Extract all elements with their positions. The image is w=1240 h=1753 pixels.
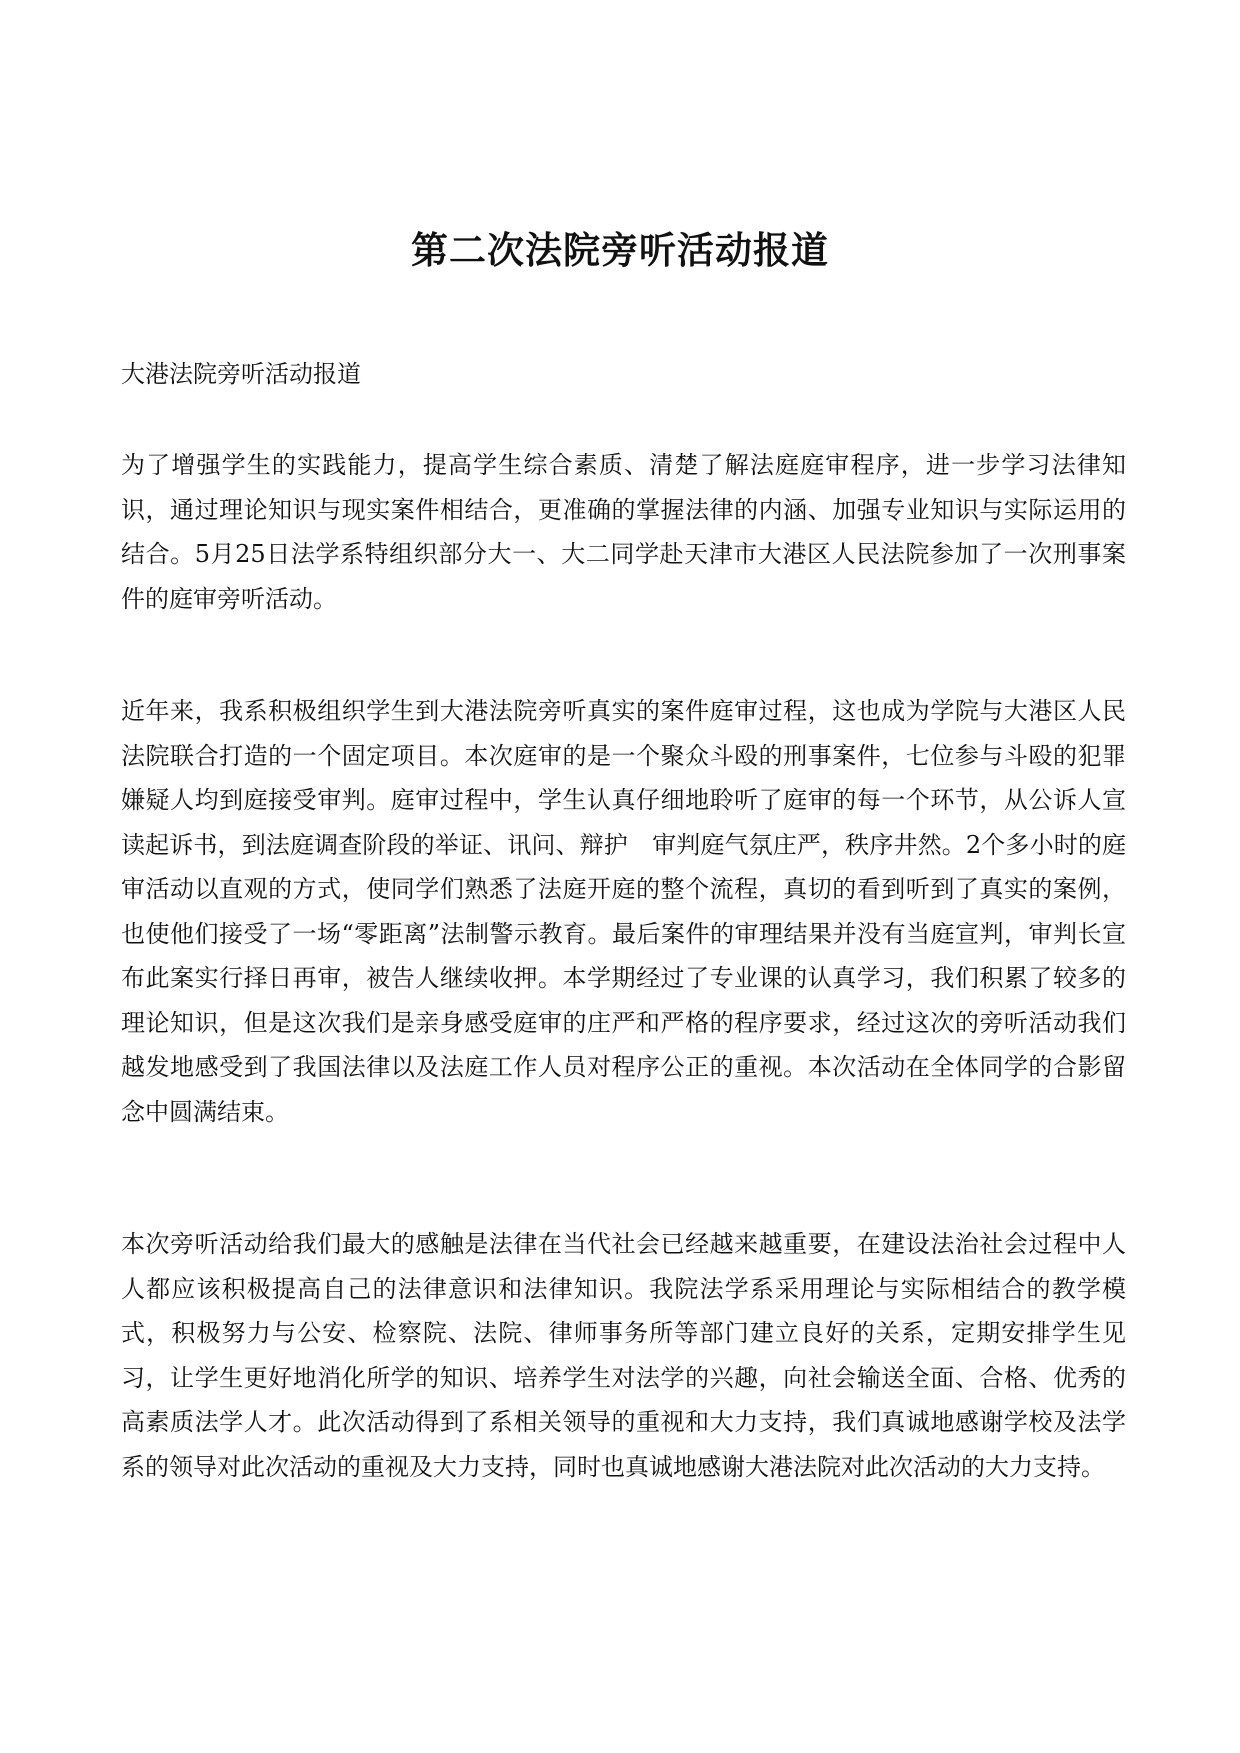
paragraph-intro: 为了增强学生的实践能力，提高学生综合素质、清楚了解法庭庭审程序，进一步学习法律知识，通过理论知识与现实案件相结合，更准确的掌握法律的内涵、加强专业知识与实际运用的结合。5月25日法学系特组织部分大一、大二同学赴天津市大港区人民法院参加了一次刑事案件的庭审旁听活动。 (121, 451, 1126, 613)
paragraph-reflection: 本次旁听活动给我们最大的感触是法律在当代社会已经越来越重要，在建设法治社会过程中人人都应该积极提高自己的法律意识和法律知识。我院法学系采用理论与实际相结合的教学模式，积极努力与公安、检察院、法院、律师事务所等部门建立良好的关系，定期安排学生见习，让学生更好地消化所学的知识、培养学生对法学的兴趣，向社会输送全面、合格、优秀的高素质法学人才。此次活动得到了系相关领导的重视和大力支持，我们真诚地感谢学校及法学系的领导对此次活动的重视及大力支持，同时也真诚地感谢大港法院对此次活动的大力支持。 (121, 1230, 1126, 1481)
paragraph-trial-process: 近年来，我系积极组织学生到大港法院旁听真实的案件庭审过程，这也成为学院与大港区人民法院联合打造的一个固定项目。本次庭审的是一个聚众斗殴的刑事案件，七位参与斗殴的犯罪嫌疑人均到庭接受审判。庭审过程中，学生认真仔细地聆听了庭审的每一个环节，从公诉人宣读起诉书，到法庭调查阶段的举证、讯问、辩护 审判庭气氛庄严，秩序井然。2个多小时的庭审活动以直观的方式，使同学们熟悉了法庭开庭的整个流程，真切的看到听到了真实的案例，也使他们接受了一场“零距离”法制警示教育。最后案件的审理结果并没有当庭宣判，审判长宣布此案实行择日再审，被告人继续收押。本学期经过了专业课的认真学习，我们积累了较多的理论知识，但是这次我们是亲身感受庭审的庄严和严格的程序要求，经过这次的旁听活动我们越发地感受到了我国法律以及法庭工作人员对程序公正的重视。本次活动在全体同学的合影留念中圆满结束。 (121, 697, 1126, 1126)
document-subtitle: 大港法院旁听活动报道 (121, 360, 361, 388)
document-title: 第二次法院旁听活动报道 (411, 228, 829, 272)
